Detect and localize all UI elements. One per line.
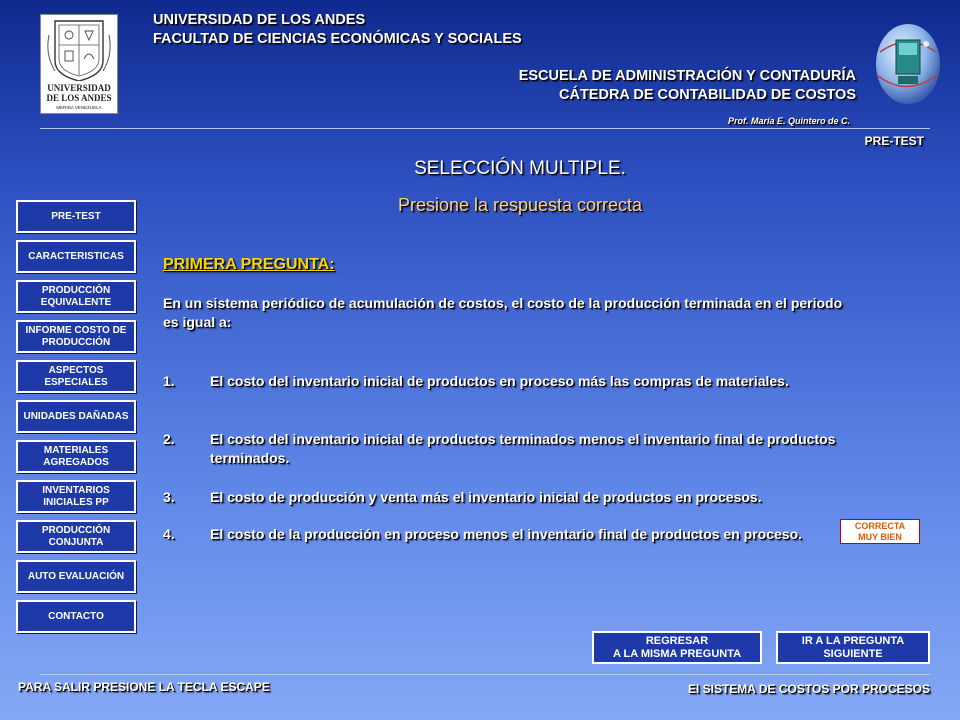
sidebar-item-caracteristicas[interactable]: CARACTERISTICAS <box>16 240 136 273</box>
question-stem: En un sistema periódico de acumulación de costos, el costo de la producción terminada en el periodo es igual a: <box>163 295 843 330</box>
back-to-question-button[interactable] <box>592 631 762 664</box>
section-tag: PRE-TEST <box>864 134 924 148</box>
feedback-line-2: MUY BIEN <box>858 532 902 542</box>
page-subtitle: Presione la respuesta correcta <box>397 195 643 215</box>
sidebar-item-inventarios-iniciales[interactable]: INVENTARIOS INICIALES PP <box>16 480 136 513</box>
back-button-label-1: REGRESAR <box>645 634 709 647</box>
professor-name: Prof. María E. Quintero de C. <box>727 116 850 126</box>
globe-computer-icon <box>874 22 942 108</box>
option-text: El costo del inventario inicial de productos en proceso más las compras de materiales. <box>210 373 789 389</box>
footer-divider <box>40 674 930 675</box>
university-logo <box>40 14 118 114</box>
sidebar-item-materiales-agregados[interactable]: MATERIALES AGREGADOS <box>16 440 136 473</box>
option-text: El costo de producción y venta más el inventario inicial de productos en procesos. <box>210 489 762 505</box>
sidebar-item-unidades-danadas[interactable]: UNIDADES DAÑADAS <box>16 400 136 433</box>
option-text: El costo del inventario inicial de productos terminados menos el inventario final de productos terminados. <box>210 431 836 466</box>
sidebar-item-produccion-equivalente[interactable]: PRODUCCIÓN EQUIVALENTE <box>16 280 136 313</box>
sidebar-item-produccion-conjunta[interactable]: PRODUCCIÓN CONJUNTA <box>16 520 136 553</box>
sidebar-item-aspectos-especiales[interactable]: ASPECTOS ESPECIALES <box>16 360 136 393</box>
sidebar-item-auto-evaluacion[interactable]: AUTO EVALUACIÓN <box>16 560 136 593</box>
exit-instruction: PARA SALIR PRESIONE LA TECLA ESCAPE <box>18 680 270 694</box>
answer-option-3[interactable] <box>163 488 863 507</box>
answer-option-2[interactable] <box>163 430 863 468</box>
page-title: SELECCIÓN MULTIPLE. <box>414 158 626 179</box>
correct-feedback-badge <box>840 519 920 544</box>
sidebar-item-informe-costo[interactable]: INFORME COSTO DE PRODUCCIÓN <box>16 320 136 353</box>
university-name: UNIVERSIDAD DE LOS ANDES <box>153 12 366 28</box>
sidebar-item-contacto[interactable]: CONTACTO <box>16 600 136 633</box>
course-name: El SISTEMA DE COSTOS POR PROCESOS <box>687 682 930 696</box>
university-crest-icon <box>41 15 117 113</box>
option-number: 4. <box>163 526 175 542</box>
option-text: El costo de la producción en proceso menos el inventario final de productos en proceso. <box>210 526 803 542</box>
option-number: 3. <box>163 489 175 505</box>
next-button-label-2: SIGUIENTE <box>823 647 883 660</box>
answer-option-4[interactable] <box>163 525 813 544</box>
school-name: ESCUELA DE ADMINISTRACIÓN Y CONTADURÍA <box>518 68 856 84</box>
back-button-label-2: A LA MISMA PREGUNTA <box>612 647 742 660</box>
next-question-button[interactable] <box>776 631 930 664</box>
option-number: 1. <box>163 373 175 389</box>
option-number: 2. <box>163 431 175 447</box>
header-divider <box>40 128 930 129</box>
feedback-line-1: CORRECTA <box>854 521 906 531</box>
faculty-name: FACULTAD DE CIENCIAS ECONÓMICAS Y SOCIALES <box>153 31 522 47</box>
logo-line-3: MERIDA VENEZUELA <box>56 105 102 110</box>
logo-line-2: DE LOS ANDES <box>46 93 112 103</box>
question-title: PRIMERA PREGUNTA: <box>163 256 335 273</box>
sidebar-item-pre-test[interactable]: PRE-TEST <box>16 200 136 233</box>
next-button-label-1: IR A LA PREGUNTA <box>801 634 905 647</box>
logo-line-1: UNIVERSIDAD <box>47 83 111 93</box>
answer-option-1[interactable] <box>163 372 863 391</box>
chair-name: CÁTEDRA DE CONTABILIDAD DE COSTOS <box>559 87 856 103</box>
